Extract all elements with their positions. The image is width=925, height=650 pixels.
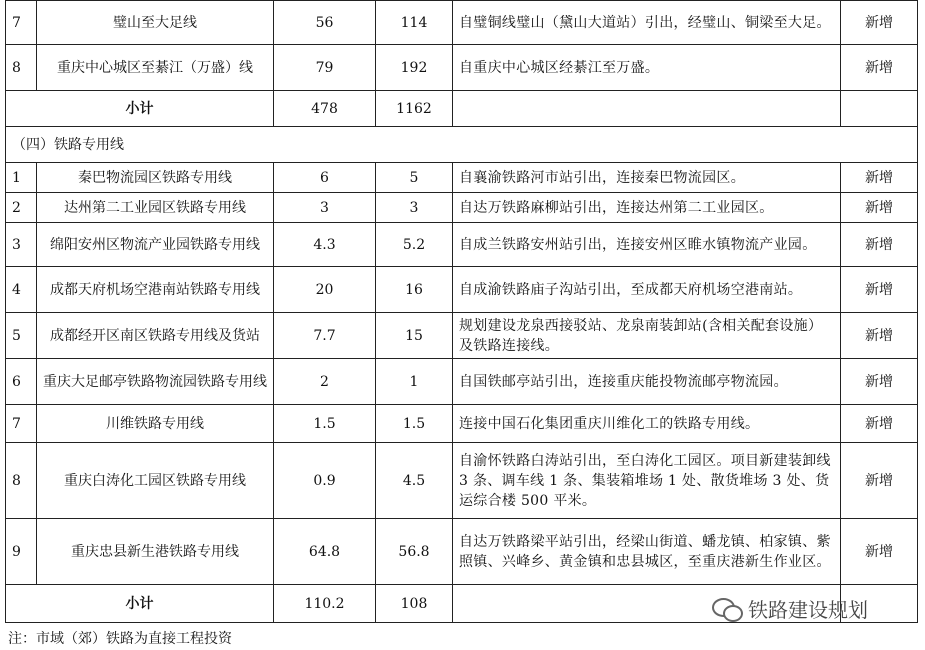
table-row <box>6 359 918 405</box>
row-number: 4 <box>6 267 37 313</box>
value-2: 1 <box>376 359 453 405</box>
wechat-icon <box>712 598 742 620</box>
line-type: 新增 <box>841 1 918 45</box>
line-name: 重庆忠县新生港铁路专用线 <box>37 519 274 585</box>
line-type: 新增 <box>841 359 918 405</box>
subtotal-value-2: 108 <box>376 585 453 623</box>
value-2: 56.8 <box>376 519 453 585</box>
line-description: 自国铁邮亭站引出，连接重庆能投物流邮亭物流园。 <box>453 359 841 405</box>
project-table <box>5 0 918 623</box>
value-1: 2 <box>274 359 376 405</box>
section-row <box>6 127 918 163</box>
table-body <box>6 1 918 623</box>
value-2: 5.2 <box>376 223 453 267</box>
line-description: 自达万铁路梁平站引出，经梁山街道、蟠龙镇、柏家镇、紫照镇、兴峰乡、黄金镇和忠县城区，至重庆港新生作业区。 <box>453 519 841 585</box>
value-1: 79 <box>274 45 376 91</box>
line-type: 新增 <box>841 443 918 519</box>
value-1: 0.9 <box>274 443 376 519</box>
line-description: 自成兰铁路安州站引出，连接安州区睢水镇物流产业园。 <box>453 223 841 267</box>
value-1: 20 <box>274 267 376 313</box>
line-type: 新增 <box>841 313 918 359</box>
row-number: 8 <box>6 45 37 91</box>
table-row <box>6 313 918 359</box>
line-name: 绵阳安州区物流产业园铁路专用线 <box>37 223 274 267</box>
value-2: 114 <box>376 1 453 45</box>
subtotal-label: 小计 <box>6 91 274 127</box>
line-type: 新增 <box>841 267 918 313</box>
table-row <box>6 267 918 313</box>
value-1: 6 <box>274 163 376 193</box>
value-1: 4.3 <box>274 223 376 267</box>
value-2: 1.5 <box>376 405 453 443</box>
line-description: 连接中国石化集团重庆川维化工的铁路专用线。 <box>453 405 841 443</box>
value-1: 7.7 <box>274 313 376 359</box>
table-row <box>6 1 918 45</box>
value-2: 5 <box>376 163 453 193</box>
subtotal-row <box>6 91 918 127</box>
row-number: 8 <box>6 443 37 519</box>
footnote: 注：市域（郊）铁路为直接工程投资 <box>8 631 232 647</box>
watermark <box>712 594 868 623</box>
row-number: 2 <box>6 193 37 223</box>
value-2: 3 <box>376 193 453 223</box>
line-type: 新增 <box>841 163 918 193</box>
section-title: （四）铁路专用线 <box>6 127 918 163</box>
row-number: 7 <box>6 1 37 45</box>
watermark-text: 铁路建设规划 <box>748 598 868 622</box>
line-name: 重庆白涛化工园区铁路专用线 <box>37 443 274 519</box>
line-description: 自渝怀铁路白涛站引出，至白涛化工园区。项目新建装卸线 3 条、调车线 1 条、集装箱堆场 1 处、散货堆场 3 处、货运综合楼 500 平米。 <box>453 443 841 519</box>
subtotal-value-2: 1162 <box>376 91 453 127</box>
line-type: 新增 <box>841 193 918 223</box>
value-1: 3 <box>274 193 376 223</box>
line-name: 川维铁路专用线 <box>37 405 274 443</box>
line-description: 自成渝铁路庙子沟站引出，至成都天府机场空港南站。 <box>453 267 841 313</box>
row-number: 7 <box>6 405 37 443</box>
subtotal-label: 小计 <box>6 585 274 623</box>
line-type: 新增 <box>841 45 918 91</box>
row-number: 1 <box>6 163 37 193</box>
subtotal-value-1: 110.2 <box>274 585 376 623</box>
line-name: 达州第二工业园区铁路专用线 <box>37 193 274 223</box>
row-number: 9 <box>6 519 37 585</box>
line-description: 规划建设龙泉西接驳站、龙泉南装卸站(含相关配套设施）及铁路连接线。 <box>453 313 841 359</box>
row-number: 3 <box>6 223 37 267</box>
row-number: 6 <box>6 359 37 405</box>
value-2: 16 <box>376 267 453 313</box>
line-description: 自襄渝铁路河市站引出，连接秦巴物流园区。 <box>453 163 841 193</box>
line-name: 成都天府机场空港南站铁路专用线 <box>37 267 274 313</box>
line-name: 成都经开区南区铁路专用线及货站 <box>37 313 274 359</box>
value-2: 15 <box>376 313 453 359</box>
line-type: 新增 <box>841 405 918 443</box>
table-row <box>6 405 918 443</box>
line-type: 新增 <box>841 519 918 585</box>
line-description: 自达万铁路麻柳站引出，连接达州第二工业园区。 <box>453 193 841 223</box>
value-1: 56 <box>274 1 376 45</box>
empty-cell <box>453 91 841 127</box>
line-description: 自璧铜线璧山（黛山大道站）引出，经璧山、铜梁至大足。 <box>453 1 841 45</box>
empty-cell <box>841 91 918 127</box>
table-row <box>6 443 918 519</box>
value-2: 192 <box>376 45 453 91</box>
row-number: 5 <box>6 313 37 359</box>
table-row <box>6 223 918 267</box>
line-type: 新增 <box>841 223 918 267</box>
line-name: 重庆中心城区至綦江（万盛）线 <box>37 45 274 91</box>
table-row <box>6 163 918 193</box>
line-name: 秦巴物流园区铁路专用线 <box>37 163 274 193</box>
value-1: 1.5 <box>274 405 376 443</box>
line-name: 璧山至大足线 <box>37 1 274 45</box>
subtotal-value-1: 478 <box>274 91 376 127</box>
table-row <box>6 193 918 223</box>
line-description: 自重庆中心城区经綦江至万盛。 <box>453 45 841 91</box>
value-2: 4.5 <box>376 443 453 519</box>
table-row <box>6 45 918 91</box>
value-1: 64.8 <box>274 519 376 585</box>
line-name: 重庆大足邮亭铁路物流园铁路专用线 <box>37 359 274 405</box>
table-row <box>6 519 918 585</box>
